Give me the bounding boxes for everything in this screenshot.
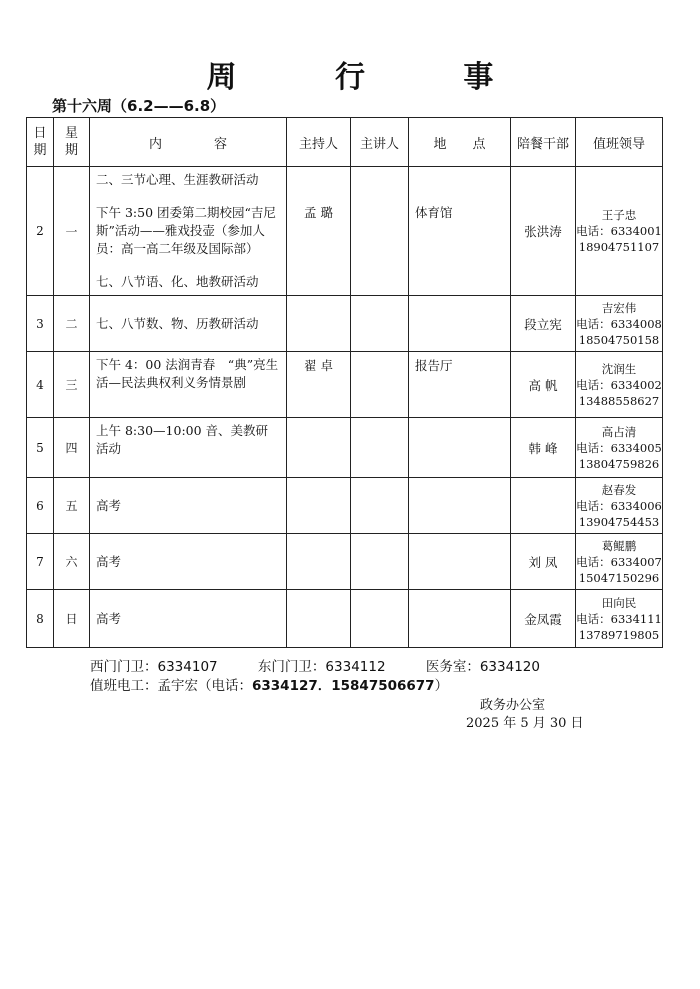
duty-name: 赵春发 xyxy=(601,482,637,497)
duty-mobile: 18904751107 xyxy=(578,240,660,254)
cell-weekday: 日 xyxy=(54,590,90,648)
content-line: 七、八节数、物、历教研活动 xyxy=(96,315,259,331)
duty-phone: 电话：6334007 xyxy=(576,554,662,569)
schedule-table xyxy=(26,117,663,648)
cell-content xyxy=(90,590,287,648)
table-row xyxy=(27,352,663,418)
cell-host: 孟 璐 xyxy=(287,167,351,296)
duty-mobile: 13789719805 xyxy=(578,627,660,642)
cell-cadre: 韩 峰 xyxy=(511,418,576,478)
electrician-line xyxy=(90,674,448,694)
duty-mobile: 13488558627 xyxy=(578,393,660,408)
cell-duty xyxy=(576,167,663,296)
cell-weekday: 四 xyxy=(54,418,90,478)
cell-content xyxy=(90,352,287,418)
cell-weekday: 六 xyxy=(54,534,90,590)
duty-mobile: 13904754453 xyxy=(578,514,660,529)
contact-line xyxy=(90,655,540,675)
content-line: 下午 4：00 法润青春 “典”亮生活—民法典权利义务情景剧 xyxy=(96,357,279,390)
duty-name: 王子忠 xyxy=(601,208,637,222)
document-title: 周 行 事 xyxy=(206,60,538,95)
content-line: 高考 xyxy=(96,610,122,626)
electrician-phones: 6334127．15847506677 xyxy=(252,678,435,694)
cell-speaker xyxy=(351,167,409,296)
issue-date: 2025 年 5 月 30 日 xyxy=(466,716,584,731)
duty-name: 高占清 xyxy=(601,424,637,439)
cell-speaker xyxy=(351,418,409,478)
header-weekday: 星 期 xyxy=(54,118,90,167)
cell-content xyxy=(90,478,287,534)
content-line: 下午 3:50 团委第二期校园“吉尼斯”活动——雅戏投壶（参加人员：高一高二年级及国际部） xyxy=(96,205,276,256)
cell-cadre: 段立宪 xyxy=(511,296,576,352)
duty-phone: 电话：6334002 xyxy=(576,377,662,392)
cell-host xyxy=(287,418,351,478)
cell-location: 体育馆 xyxy=(409,167,511,296)
cell-location xyxy=(409,296,511,352)
duty-phone: 电话：6334006 xyxy=(576,498,662,513)
cell-speaker xyxy=(351,478,409,534)
cell-host: 翟 卓 xyxy=(287,352,351,418)
header-cadre: 陪餐干部 xyxy=(511,118,576,167)
cell-cadre: 金凤霞 xyxy=(511,590,576,648)
header-speaker: 主讲人 xyxy=(351,118,409,167)
table-row xyxy=(27,167,663,296)
cell-day: 3 xyxy=(27,296,54,352)
content-line: 二、三节心理、生涯教研活动 xyxy=(96,172,259,187)
cell-content xyxy=(90,418,287,478)
cell-content xyxy=(90,534,287,590)
table-row xyxy=(27,418,663,478)
cell-day: 5 xyxy=(27,418,54,478)
duty-name: 沈润生 xyxy=(601,361,637,376)
cell-duty xyxy=(576,534,663,590)
electrician-close: ） xyxy=(434,678,449,694)
electrician-label: 值班电工：孟宇宏（电话： xyxy=(90,678,252,694)
cell-speaker xyxy=(351,296,409,352)
cell-cadre xyxy=(511,478,576,534)
cell-content xyxy=(90,167,287,296)
table-header-row xyxy=(27,118,663,167)
cell-weekday: 二 xyxy=(54,296,90,352)
cell-location xyxy=(409,478,511,534)
cell-weekday: 五 xyxy=(54,478,90,534)
cell-host xyxy=(287,478,351,534)
cell-weekday: 三 xyxy=(54,352,90,418)
duty-phone: 电话：6334001 xyxy=(576,224,662,238)
cell-host xyxy=(287,534,351,590)
cell-location: 报告厅 xyxy=(409,352,511,418)
cell-location xyxy=(409,590,511,648)
content-line: 上午 8:30—10:00 音、美教研活动 xyxy=(96,423,269,456)
cell-day: 4 xyxy=(27,352,54,418)
content-line: 七、八节语、化、地教研活动 xyxy=(96,274,259,289)
duty-mobile: 18504750158 xyxy=(578,332,660,347)
cell-day: 7 xyxy=(27,534,54,590)
east-gate-contact: 东门门卫：6334112 xyxy=(257,659,386,675)
table-row xyxy=(27,478,663,534)
cell-speaker xyxy=(351,352,409,418)
cell-day: 6 xyxy=(27,478,54,534)
cell-day: 8 xyxy=(27,590,54,648)
duty-phone: 电话：6334008 xyxy=(576,316,662,331)
table-row xyxy=(27,534,663,590)
duty-mobile: 15047150296 xyxy=(578,570,660,585)
cell-duty xyxy=(576,352,663,418)
header-location: 地 点 xyxy=(409,118,511,167)
table-row xyxy=(27,296,663,352)
cell-content xyxy=(90,296,287,352)
cell-host xyxy=(287,590,351,648)
cell-cadre: 张洪涛 xyxy=(511,167,576,296)
duty-mobile: 13804759826 xyxy=(578,456,660,471)
cell-speaker xyxy=(351,534,409,590)
cell-duty xyxy=(576,296,663,352)
cell-duty xyxy=(576,418,663,478)
cell-location xyxy=(409,534,511,590)
header-content: 内 容 xyxy=(90,118,287,167)
header-day: 日 期 xyxy=(27,118,54,167)
header-host: 主持人 xyxy=(287,118,351,167)
header-duty: 值班领导 xyxy=(576,118,663,167)
clinic-contact: 医务室：6334120 xyxy=(425,659,540,675)
cell-location xyxy=(409,418,511,478)
content-line: 高考 xyxy=(96,553,122,569)
duty-phone: 电话：6334111 xyxy=(576,611,662,626)
cell-host xyxy=(287,296,351,352)
cell-speaker xyxy=(351,590,409,648)
cell-duty xyxy=(576,590,663,648)
cell-cadre: 刘 凤 xyxy=(511,534,576,590)
cell-weekday: 一 xyxy=(54,167,90,296)
content-line: 高考 xyxy=(96,497,122,513)
cell-duty xyxy=(576,478,663,534)
week-label: 第十六周（6.2——6.8） xyxy=(52,97,226,115)
west-gate-contact: 西门门卫：6334107 xyxy=(90,659,218,675)
duty-name: 田向民 xyxy=(601,595,637,610)
duty-name: 葛鲲鹏 xyxy=(601,538,637,553)
cell-day: 2 xyxy=(27,167,54,296)
table-row xyxy=(27,590,663,648)
cell-cadre: 高 帆 xyxy=(511,352,576,418)
duty-phone: 电话：6334005 xyxy=(576,440,662,455)
duty-name: 吉宏伟 xyxy=(601,300,637,315)
issuing-office: 政务办公室 xyxy=(480,698,546,713)
